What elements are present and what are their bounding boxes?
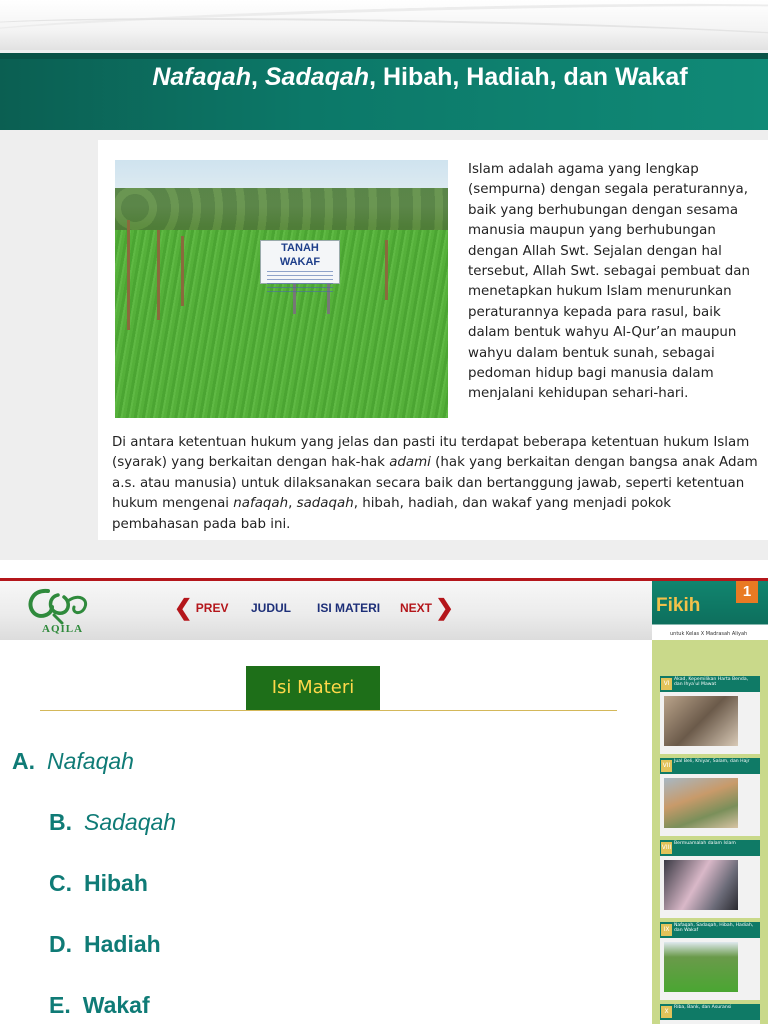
book-number-badge: 1: [736, 581, 758, 603]
isi-materi-link[interactable]: ISI MATERI: [317, 601, 381, 615]
para-part: Di antara ketentuan hukum yang jelas dan pasti itu terdapat beberapa ketentuan hukum Islam (syarak) yang berkaitan dengan hak-hak: [112, 435, 750, 471]
menu-label: Sadaqah: [84, 809, 177, 835]
menu-label: Nafaqah: [47, 748, 134, 774]
header-decoration: [0, 0, 768, 50]
thumbnail-header: [660, 676, 760, 692]
thumbnail-number: VII: [661, 760, 672, 772]
menu-label: Wakaf: [82, 992, 150, 1018]
para-part: adami: [389, 455, 431, 471]
thumbnail-number: VI: [661, 678, 672, 690]
chevron-left-icon: ❮: [174, 595, 193, 620]
chapter-thumbnail[interactable]: [660, 840, 760, 918]
thumbnail-title: Bermuamalah dalam Islam: [674, 841, 736, 846]
logo-text: AQILA: [42, 623, 84, 635]
menu-letter: A.: [12, 748, 35, 774]
book-subtitle: untuk Kelas X Madrasah Aliyah: [670, 631, 748, 637]
thumbnail-photo: [664, 778, 738, 828]
title-bar: [0, 50, 768, 130]
photo-pole: [157, 230, 160, 320]
chapter-thumbnail[interactable]: [660, 1004, 760, 1024]
prev-button[interactable]: [174, 595, 229, 620]
photo-pole: [181, 236, 184, 306]
para-part: , hibah, hadiah, dan wakaf yang menjadi pokok pembahasan pada bab ini.: [112, 496, 672, 532]
gold-divider: [40, 710, 617, 711]
para-part: ,: [288, 496, 297, 512]
wakaf-sign: [260, 240, 340, 284]
photo-pole: [127, 220, 130, 330]
navigation-bar: [0, 578, 768, 640]
thumbnail-title: Jual Beli, Khiyar, Salam, dan Hajr: [674, 759, 750, 764]
body-paragraph: [112, 433, 762, 535]
aqila-logo-icon: [18, 585, 98, 625]
menu-letter: D.: [49, 931, 72, 957]
para-part: nafaqah: [233, 496, 289, 512]
thumbnail-photo: [664, 942, 738, 992]
thumbnail-header: [660, 758, 760, 774]
menu-letter: E.: [49, 992, 71, 1018]
isi-materi-heading: Isi Materi: [246, 666, 380, 710]
menu-letter: B.: [49, 809, 72, 835]
menu-letter: C.: [49, 870, 72, 896]
thumbnail-header: [660, 1004, 760, 1020]
slide-separator: [0, 560, 768, 578]
thumbnail-number: VIII: [661, 842, 672, 854]
slide-table-of-contents: [0, 640, 768, 1024]
para-part: sadaqah: [296, 496, 354, 512]
judul-link[interactable]: JUDUL: [251, 601, 292, 615]
thumbnail-title: Nafaqah, Sadaqah, Hibah, Hadiah, dan Wakaf: [674, 923, 754, 933]
menu-item-wakaf[interactable]: [49, 992, 150, 1019]
para-part: (hak yang berkaitan dengan bangsa anak Adam a.s. atau manusia) untuk dilaksanakan secara baik dan bertanggung jawab, seperti ketentuan hukum mengenai: [112, 455, 758, 512]
intro-paragraph: Islam adalah agama yang lengkap (sempurna) dengan segala peraturannya, baik yang berhubungan dengan sesama manusia maupun yang berhubungan dengan Allah Swt. Sejalan dengan hal tersebut, Allah Swt. sebagai pembuat dan menetapkan hukum Islam menurunkan peraturannya kepada para rasul, baik dalam bentuk wahyu Al-Qur’an maupun wahyu dalam bentuk sunah, sebagai pedoman hidup bagi manusia dalam menjalani kehidupan sehari-hari.: [468, 162, 751, 402]
aqila-logo: [18, 585, 98, 639]
title-part: , Hibah, Hadiah, dan Wakaf: [369, 63, 688, 91]
photo-trees: [115, 188, 448, 230]
prev-label: PREV: [195, 601, 229, 615]
menu-item-sadaqah[interactable]: [49, 809, 176, 836]
chapter-thumbnail[interactable]: [660, 758, 760, 836]
book-title: Fikih: [656, 595, 701, 616]
title-part: Nafaqah: [152, 63, 251, 91]
menu-item-nafaqah[interactable]: [12, 748, 134, 775]
thumbnail-photo: [664, 860, 738, 910]
chevron-right-icon: ❯: [435, 595, 454, 620]
menu-label: Hibah: [84, 870, 148, 896]
thumbnail-title: Riba, Bank, dan Asuransi: [674, 1005, 732, 1010]
page-title: [110, 61, 730, 93]
tanah-wakaf-photo: [115, 160, 448, 418]
menu-item-hadiah[interactable]: [49, 931, 161, 958]
content-card: [98, 140, 768, 540]
title-bar-accent: [0, 53, 768, 59]
book-cover: [652, 581, 768, 643]
photo-pole: [385, 240, 388, 300]
thumbnail-number: X: [661, 1006, 672, 1018]
sign-title: TANAH WAKAF: [279, 242, 321, 268]
chapter-thumbnails: [652, 640, 768, 1024]
chapter-thumbnail[interactable]: [660, 922, 760, 1000]
next-button[interactable]: [400, 595, 454, 620]
thumbnail-header: [660, 840, 760, 856]
next-label: NEXT: [400, 601, 433, 615]
title-part: Sadaqah: [264, 63, 370, 91]
thumbnail-title: Akad, Kepemilikan Harta Benda, dan Ihya’ul Mawat: [674, 677, 749, 687]
title-part: ,: [250, 63, 265, 91]
menu-label: Hadiah: [84, 931, 161, 957]
sign-small-text: [267, 271, 333, 293]
chapter-thumbnail[interactable]: [660, 676, 760, 754]
thumbnail-header: [660, 922, 760, 938]
thumbnail-number: IX: [661, 924, 672, 936]
menu-item-hibah[interactable]: [49, 870, 148, 897]
thumbnail-photo: [664, 696, 738, 746]
